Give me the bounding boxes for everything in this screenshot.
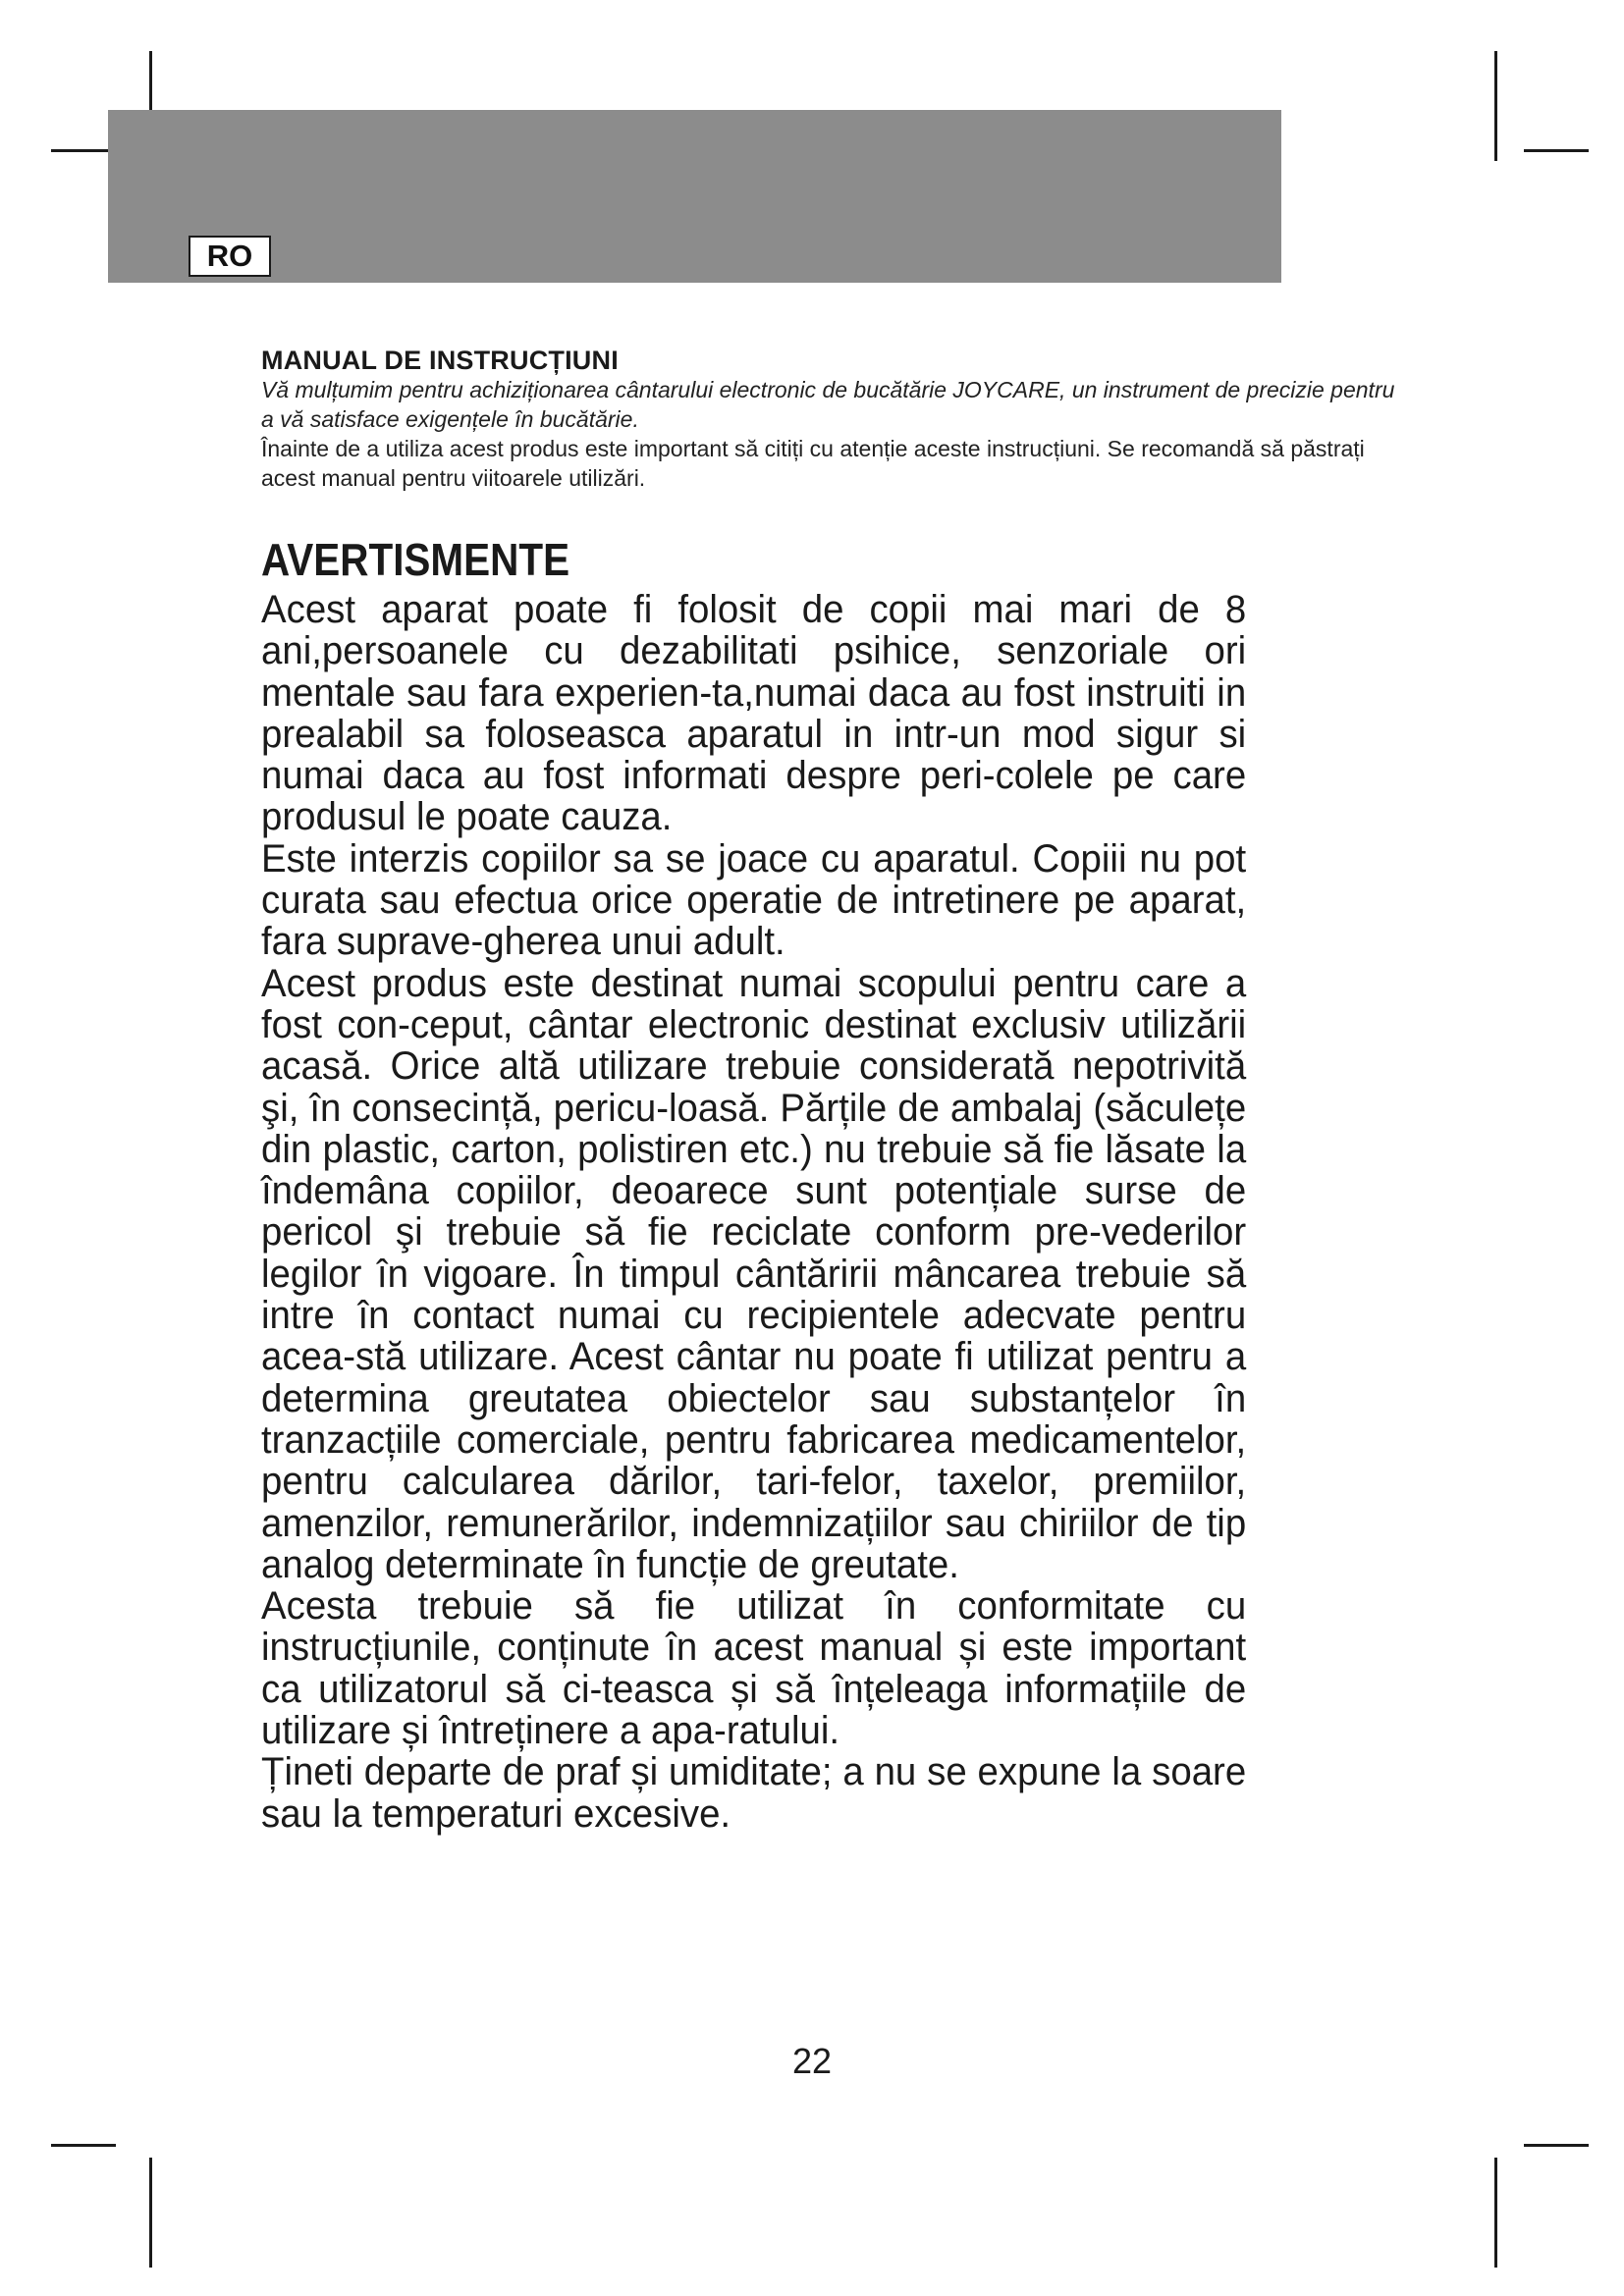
manual-title: MANUAL DE INSTRUCȚIUNI [261, 346, 619, 375]
warning-paragraph: Acest aparat poate fi folosit de copii mai mari de 8 ani,persoanele cu dezabilitati psihice, senzoriale ori mentale sau fara experien-ta,numai daca au fost instruiti in prealabil sa foloseasca aparatul in intr-un mod sigur si numai daca au fost informati despre peri-colele pe care produsul le poate cauza. [261, 588, 1247, 839]
warnings-title: AVERTISMENTE [261, 534, 570, 585]
crop-mark-bottom-left-vertical [149, 2158, 152, 2268]
warning-paragraph: Acest produs este destinat numai scopului pentru care a fost con-ceput, cântar electronic destinat exclusiv utilizării acasă. Orice altă utilizare trebuie considerată nepotrivită şi, în consecință, pericu-loasă. Părțile de ambalaj (săculețe din plastic, carton, polistiren etc.) nu trebuie să fie lăsate la îndemâna copiilor, deoarece sunt potențiale surse de pericol şi trebuie să fie reciclate conform pre-vederilor legilor în vigoare. În timpul cântăririi mâncarea trebuie să intre în contact numai cu recipientele adecvate pentru acea-stă utilizare. Acest cântar nu poate fi utilizat pentru a determina greutatea obiectelor sau substanțelor în tranzacțiile comerciale, pentru fabricarea medicamentelor, pentru calcularea dărilor, tari-felor, taxelor, premiilor, amenzilor, remunerărilor, indemnizațiilor sau chiriilor de tip analog determinate în funcție de greutate. [261, 961, 1247, 1586]
crop-mark-bottom-left-horizontal [51, 2144, 116, 2147]
crop-mark-top-right-horizontal [1524, 149, 1589, 152]
page-content [261, 346, 1410, 1835]
intro-text: Înainte de a utiliza acest produs este important să citiți cu atenție aceste instrucțiuni. Se recomandă să păstrați acest manual pentru viitoarele utilizări. [261, 436, 1365, 491]
thanks-text: Vă mulțumim pentru achiziționarea cântarului electronic de bucătărie JOYCARE, un instrument de precizie pentru a vă satisface exigențele în bucătărie. [261, 377, 1395, 432]
page-number: 22 [791, 2041, 833, 2081]
crop-mark-top-left-horizontal [51, 149, 116, 152]
warning-paragraph: Este interzis copiilor sa se joace cu aparatul. Copiii nu pot curata sau efectua orice operatie de intretinere pe aparat, fara suprave-gherea unui adult. [261, 836, 1247, 964]
warning-paragraph: Acesta trebuie să fie utilizat în conformitate cu instrucțiunile, conținute în acest manual și este important ca utilizatorul să ci-teasca și să înțeleaga informațiile de utilizare și întreținere a apa-ratului. [261, 1584, 1247, 1753]
crop-mark-bottom-right-horizontal [1524, 2144, 1589, 2147]
language-tag: RO [189, 236, 271, 277]
warning-paragraph: Țineti departe de praf și umiditate; a nu se expune la soare sau la temperaturi excesive. [261, 1750, 1247, 1836]
crop-mark-bottom-right-vertical [1494, 2158, 1497, 2268]
crop-mark-top-right-vertical [1494, 51, 1497, 161]
header-bar [108, 110, 1281, 283]
warnings-body [261, 589, 1246, 1835]
